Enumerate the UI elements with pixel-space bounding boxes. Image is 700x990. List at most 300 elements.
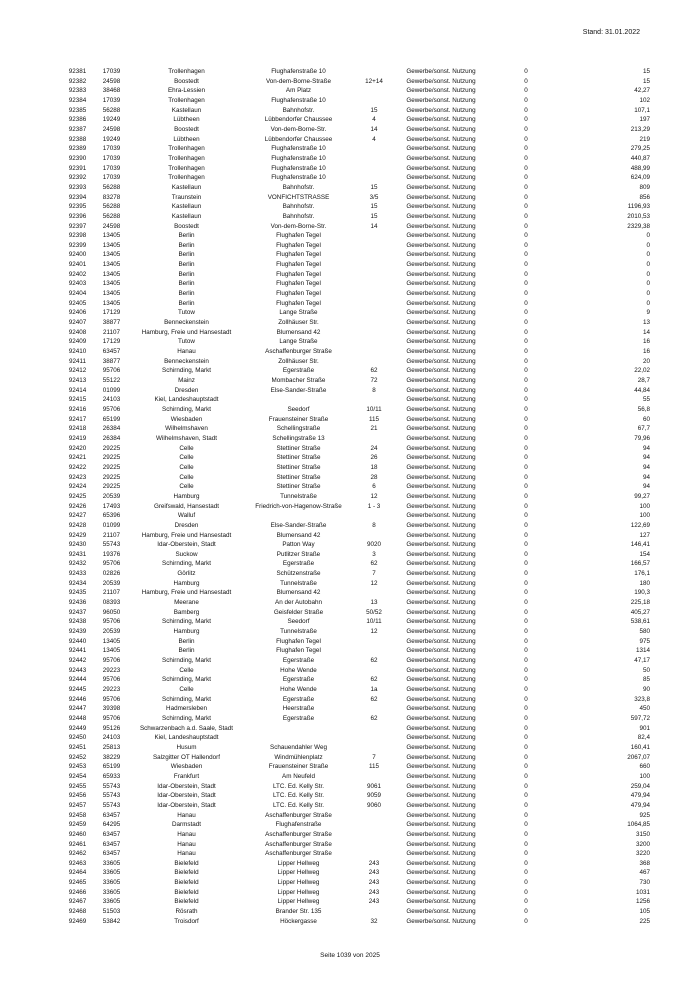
cell-house-number: 50/52 <box>366 608 382 616</box>
cell-postal-code: 55122 <box>102 377 121 384</box>
cell-value-a: 0 <box>524 521 528 529</box>
cell-value-a: 0 <box>524 618 528 626</box>
table-row <box>60 675 662 685</box>
cell-city: Berlin <box>178 299 195 307</box>
cell-row-id: 92409 <box>68 338 87 346</box>
cell-street: Mombacher Straße <box>271 377 326 384</box>
cell-postal-code: 25813 <box>102 743 121 751</box>
cell-street: Flughafenstraße 10 <box>271 96 326 104</box>
cell-usage-type: Gewerbe/sonst. Nutzung <box>406 521 476 529</box>
cell-value-b: 197 <box>639 116 650 124</box>
table-row <box>60 521 662 531</box>
cell-usage-type: Gewerbe/sonst. Nutzung <box>406 328 476 336</box>
table-row <box>60 840 662 850</box>
cell-postal-code: 17039 <box>102 96 121 104</box>
cell-city: Berlin <box>178 232 195 240</box>
cell-postal-code: 24103 <box>102 734 121 742</box>
cell-value-a: 0 <box>524 193 528 201</box>
cell-city: Bamberg <box>173 608 200 616</box>
cell-value-a: 0 <box>524 348 528 356</box>
cell-value-b: 67,7 <box>637 425 650 433</box>
cell-house-number <box>352 318 396 328</box>
cell-postal-code: 95706 <box>102 618 121 626</box>
cell-house-number: 14 <box>370 125 378 133</box>
table-row <box>60 115 662 125</box>
table-row <box>60 859 662 869</box>
cell-street: Hohe Wende <box>280 686 317 693</box>
cell-postal-code: 08393 <box>102 599 121 607</box>
cell-postal-code: 63457 <box>102 811 121 819</box>
cell-usage-type: Gewerbe/sonst. Nutzung <box>406 290 476 298</box>
cell-postal-code: 83278 <box>102 193 121 201</box>
cell-usage-type: Gewerbe/sonst. Nutzung <box>406 174 476 182</box>
cell-usage-type: Gewerbe/sonst. Nutzung <box>406 608 476 616</box>
cell-house-number <box>352 704 396 714</box>
cell-row-id: 92452 <box>68 753 87 761</box>
table-row <box>60 627 662 637</box>
cell-house-number: 1a <box>370 686 378 693</box>
cell-street: Aschaffenburger Straße <box>265 811 332 819</box>
cell-street: Lübbendorfer Chaussee <box>264 135 333 143</box>
cell-house-number: 243 <box>368 879 380 887</box>
cell-usage-type: Gewerbe/sonst. Nutzung <box>406 396 476 404</box>
cell-city: Ehra-Lessien <box>167 87 206 95</box>
table-row <box>60 878 662 888</box>
cell-house-number <box>352 637 396 647</box>
cell-house-number: 72 <box>370 377 378 384</box>
cell-value-b: 160,41 <box>630 743 650 751</box>
cell-postal-code: 95706 <box>102 405 121 413</box>
table-row <box>60 714 662 724</box>
cell-value-a: 0 <box>524 328 528 336</box>
cell-usage-type: Gewerbe/sonst. Nutzung <box>406 434 476 442</box>
cell-value-a: 0 <box>524 434 528 442</box>
cell-house-number <box>352 849 396 859</box>
table-row <box>60 222 662 232</box>
cell-city: Schirnding, Markt <box>162 676 211 684</box>
cell-postal-code: 29225 <box>102 463 121 471</box>
cell-postal-code: 13405 <box>102 241 121 249</box>
cell-value-a: 0 <box>524 290 528 298</box>
table-row <box>60 791 662 801</box>
cell-value-a: 0 <box>524 763 528 771</box>
cell-value-b: 16 <box>642 338 650 346</box>
cell-value-a: 0 <box>524 492 528 500</box>
cell-value-b: 1031 <box>635 888 650 896</box>
cell-usage-type: Gewerbe/sonst. Nutzung <box>406 792 476 800</box>
cell-row-id: 92459 <box>68 821 87 829</box>
cell-street: Flughafen Tegel <box>276 647 321 655</box>
cell-city: Darmstadt <box>171 821 202 829</box>
cell-city: Celle <box>179 686 194 693</box>
cell-city: Schirnding, Markt <box>162 367 211 375</box>
cell-value-a: 0 <box>524 183 528 191</box>
cell-street: Lipper Hellweg <box>277 898 320 906</box>
cell-value-b: 259,04 <box>630 782 650 790</box>
cell-value-b: 102 <box>639 96 650 104</box>
cell-postal-code: 95126 <box>102 724 121 732</box>
cell-city: Hamburg, Freie und Hansestadt <box>141 589 232 597</box>
table-row <box>60 772 662 782</box>
cell-row-id: 92427 <box>68 512 87 520</box>
cell-postal-code: 33605 <box>102 898 121 906</box>
cell-postal-code: 29225 <box>102 483 121 491</box>
cell-city: Tutow <box>178 338 195 346</box>
cell-usage-type: Gewerbe/sonst. Nutzung <box>406 637 476 645</box>
cell-value-b: 82,4 <box>637 734 650 742</box>
cell-postal-code: 21107 <box>102 589 121 597</box>
cell-value-a: 0 <box>524 367 528 375</box>
cell-street: Am Platz <box>285 87 312 95</box>
cell-street: LTC. Ed. Kelly Str. <box>273 792 324 800</box>
cell-street: Bahnhofstr. <box>282 212 315 220</box>
cell-value-b: 85 <box>642 676 650 684</box>
cell-value-a: 0 <box>524 338 528 346</box>
cell-usage-type: Gewerbe/sonst. Nutzung <box>406 599 476 607</box>
cell-street: Lipper Hellweg <box>277 879 320 887</box>
cell-value-a: 0 <box>524 898 528 906</box>
cell-house-number <box>352 511 396 521</box>
cell-usage-type: Gewerbe/sonst. Nutzung <box>406 241 476 249</box>
cell-postal-code: 51503 <box>102 908 121 916</box>
cell-postal-code: 38877 <box>102 357 121 365</box>
cell-usage-type: Gewerbe/sonst. Nutzung <box>406 772 476 780</box>
cell-postal-code: 17493 <box>102 502 121 510</box>
cell-value-a: 0 <box>524 782 528 790</box>
cell-value-a: 0 <box>524 299 528 307</box>
cell-usage-type: Gewerbe/sonst. Nutzung <box>406 444 476 452</box>
cell-value-b: 180 <box>639 579 650 587</box>
cell-house-number: 3/5 <box>369 193 379 201</box>
cell-value-a: 0 <box>524 241 528 249</box>
cell-value-b: 225,18 <box>630 599 650 607</box>
cell-value-b: 3220 <box>635 850 650 858</box>
cell-value-b: 50 <box>642 666 650 674</box>
cell-value-b: 0 <box>646 232 650 240</box>
cell-value-a: 0 <box>524 859 528 867</box>
cell-street: Flughafenstraße 10 <box>271 68 326 75</box>
cell-city: Bielefeld <box>174 879 199 887</box>
cell-street: Frauensteiner Straße <box>268 763 329 771</box>
cell-value-b: 925 <box>639 811 650 819</box>
cell-value-a: 0 <box>524 801 528 809</box>
cell-postal-code: 95706 <box>102 367 121 375</box>
cell-street: Schellingstraße 13 <box>272 434 325 442</box>
cell-usage-type: Gewerbe/sonst. Nutzung <box>406 531 476 539</box>
cell-row-id: 92386 <box>68 116 87 124</box>
table-row <box>60 897 662 907</box>
cell-row-id: 92442 <box>68 657 87 665</box>
cell-value-b: 440,87 <box>630 154 650 162</box>
cell-postal-code: 65199 <box>102 763 121 771</box>
cell-city: Berlin <box>178 251 195 259</box>
cell-house-number <box>352 743 396 753</box>
cell-house-number <box>352 772 396 782</box>
cell-usage-type: Gewerbe/sonst. Nutzung <box>406 96 476 104</box>
table-row <box>60 453 662 463</box>
cell-street: VONFICHTSTRASSE <box>267 193 330 201</box>
cell-street: Flughafen Tegel <box>276 299 321 307</box>
cell-value-b: 0 <box>646 270 650 278</box>
cell-value-b: 0 <box>646 241 650 249</box>
cell-value-b: 60 <box>642 415 650 423</box>
cell-usage-type: Gewerbe/sonst. Nutzung <box>406 270 476 278</box>
cell-usage-type: Gewerbe/sonst. Nutzung <box>406 908 476 916</box>
table-row <box>60 666 662 676</box>
cell-postal-code: 63457 <box>102 348 121 356</box>
cell-city: Bielefeld <box>174 869 199 877</box>
cell-row-id: 92391 <box>68 164 87 172</box>
cell-street: Brander Str. 135 <box>275 908 322 916</box>
cell-street: Flughafen Tegel <box>276 241 321 249</box>
cell-value-b: 16 <box>642 348 650 356</box>
table-row <box>60 463 662 473</box>
cell-usage-type: Gewerbe/sonst. Nutzung <box>406 116 476 124</box>
cell-postal-code: 24598 <box>102 125 121 133</box>
cell-house-number: 9059 <box>366 792 381 800</box>
cell-city: Tutow <box>178 309 195 317</box>
cell-value-a: 0 <box>524 116 528 124</box>
table-row <box>60 569 662 579</box>
cell-city: Schirnding, Markt <box>162 657 211 665</box>
cell-value-a: 0 <box>524 386 528 394</box>
cell-house-number: 12 <box>370 628 378 636</box>
cell-row-id: 92466 <box>68 888 87 896</box>
table-row <box>60 579 662 589</box>
cell-street: Friedrich-von-Hagenow-Straße <box>255 502 342 510</box>
cell-postal-code: 56288 <box>102 212 121 220</box>
cell-usage-type: Gewerbe/sonst. Nutzung <box>406 68 476 75</box>
table-row <box>60 598 662 608</box>
cell-usage-type: Gewerbe/sonst. Nutzung <box>406 859 476 867</box>
cell-city: Trollenhagen <box>168 145 205 153</box>
cell-usage-type: Gewerbe/sonst. Nutzung <box>406 492 476 500</box>
cell-postal-code: 29223 <box>102 686 121 693</box>
cell-street: Blumensand 42 <box>276 589 321 597</box>
cell-row-id: 92431 <box>68 550 87 558</box>
cell-street: Egerstraße <box>282 695 315 703</box>
cell-postal-code: 20539 <box>102 628 121 636</box>
cell-usage-type: Gewerbe/sonst. Nutzung <box>406 541 476 549</box>
cell-street: Flughafen Tegel <box>276 637 321 645</box>
cell-postal-code: 17039 <box>102 174 121 182</box>
cell-value-b: 0 <box>646 299 650 307</box>
cell-city: Hamburg, Freie und Hansestadt <box>141 531 232 539</box>
table-row <box>60 357 662 367</box>
cell-value-a: 0 <box>524 589 528 597</box>
table-row <box>60 67 662 77</box>
cell-value-b: 2067,07 <box>627 753 650 761</box>
cell-row-id: 92390 <box>68 154 87 162</box>
cell-row-id: 92457 <box>68 801 87 809</box>
cell-value-a: 0 <box>524 821 528 829</box>
cell-row-id: 92443 <box>68 666 87 674</box>
cell-row-id: 92414 <box>68 386 87 394</box>
cell-value-a: 0 <box>524 743 528 751</box>
cell-value-a: 0 <box>524 463 528 471</box>
cell-usage-type: Gewerbe/sonst. Nutzung <box>406 821 476 829</box>
cell-row-id: 92455 <box>68 782 87 790</box>
cell-usage-type: Gewerbe/sonst. Nutzung <box>406 386 476 394</box>
cell-value-a: 0 <box>524 87 528 95</box>
table-row <box>60 154 662 164</box>
cell-value-a: 0 <box>524 68 528 75</box>
cell-usage-type: Gewerbe/sonst. Nutzung <box>406 183 476 191</box>
cell-city: Görlitz <box>177 570 196 578</box>
table-row <box>60 492 662 502</box>
cell-usage-type: Gewerbe/sonst. Nutzung <box>406 261 476 269</box>
cell-postal-code: 20539 <box>102 492 121 500</box>
cell-value-a: 0 <box>524 560 528 568</box>
cell-usage-type: Gewerbe/sonst. Nutzung <box>406 628 476 636</box>
cell-row-id: 92436 <box>68 599 87 607</box>
cell-value-a: 0 <box>524 570 528 578</box>
cell-row-id: 92444 <box>68 676 87 684</box>
cell-row-id: 92447 <box>68 705 87 713</box>
cell-value-a: 0 <box>524 125 528 133</box>
cell-value-b: 405,27 <box>630 608 650 616</box>
cell-street: Schauendahler Weg <box>270 743 327 751</box>
cell-house-number: 15 <box>370 212 378 220</box>
cell-value-a: 0 <box>524 261 528 269</box>
cell-street: Lange Straße <box>279 338 318 346</box>
cell-value-b: 467 <box>639 869 650 877</box>
cell-row-id: 92395 <box>68 203 87 211</box>
cell-city: Rösrath <box>175 908 198 916</box>
cell-street: Schützenstraße <box>276 570 321 578</box>
cell-usage-type: Gewerbe/sonst. Nutzung <box>406 203 476 211</box>
cell-house-number <box>352 347 396 357</box>
cell-usage-type: Gewerbe/sonst. Nutzung <box>406 319 476 327</box>
cell-row-id: 92387 <box>68 125 87 133</box>
cell-value-a: 0 <box>524 405 528 413</box>
cell-postal-code: 26384 <box>102 425 121 433</box>
cell-postal-code: 65396 <box>102 512 121 520</box>
cell-street: Egerstraße <box>282 714 315 722</box>
cell-house-number: 15 <box>370 183 378 191</box>
cell-city: Benneckenstein <box>164 357 209 365</box>
cell-value-a: 0 <box>524 647 528 655</box>
cell-postal-code: 29225 <box>102 473 121 481</box>
cell-row-id: 92434 <box>68 579 87 587</box>
cell-value-b: 107,1 <box>634 106 650 114</box>
cell-row-id: 92410 <box>68 348 87 356</box>
cell-value-a: 0 <box>524 850 528 858</box>
cell-value-b: 190,3 <box>634 589 650 597</box>
table-row <box>60 637 662 647</box>
cell-value-b: 2010,53 <box>627 212 650 220</box>
cell-house-number: 12 <box>370 579 378 587</box>
cell-postal-code: 01099 <box>102 521 121 529</box>
cell-usage-type: Gewerbe/sonst. Nutzung <box>406 676 476 684</box>
cell-house-number <box>352 67 396 77</box>
cell-value-a: 0 <box>524 377 528 384</box>
table-row <box>60 424 662 434</box>
cell-row-id: 92468 <box>68 908 87 916</box>
cell-row-id: 92464 <box>68 869 87 877</box>
cell-value-a: 0 <box>524 879 528 887</box>
cell-value-a: 0 <box>524 425 528 433</box>
cell-usage-type: Gewerbe/sonst. Nutzung <box>406 280 476 288</box>
cell-postal-code: 29225 <box>102 444 121 452</box>
cell-row-id: 92462 <box>68 850 87 858</box>
cell-row-id: 92416 <box>68 405 87 413</box>
cell-value-b: 730 <box>639 879 650 887</box>
cell-city: Schwarzenbach a.d. Saale, Stadt <box>139 724 234 732</box>
table-row <box>60 318 662 328</box>
table-row <box>60 202 662 212</box>
cell-street: Aschaffenburger Straße <box>265 830 332 838</box>
cell-value-b: 0 <box>646 280 650 288</box>
cell-value-a: 0 <box>524 212 528 220</box>
cell-row-id: 92451 <box>68 743 87 751</box>
table-row <box>60 685 662 695</box>
cell-value-b: 146,41 <box>630 541 650 549</box>
cell-city: Hanau <box>177 840 196 848</box>
cell-street: Egerstraße <box>282 367 315 375</box>
cell-postal-code: 53842 <box>102 917 121 925</box>
cell-postal-code: 39398 <box>102 705 121 713</box>
table-row <box>60 782 662 792</box>
cell-usage-type: Gewerbe/sonst. Nutzung <box>406 164 476 172</box>
cell-value-a: 0 <box>524 888 528 896</box>
cell-house-number: 62 <box>370 560 378 568</box>
cell-value-b: 100 <box>639 502 650 510</box>
cell-value-b: 122,69 <box>630 521 650 529</box>
cell-house-number: 14 <box>370 222 378 230</box>
cell-house-number: 8 <box>372 521 376 529</box>
table-row <box>60 540 662 550</box>
cell-city: Schirnding, Markt <box>162 714 211 722</box>
cell-row-id: 92429 <box>68 531 87 539</box>
cell-postal-code: 38877 <box>102 319 121 327</box>
cell-usage-type: Gewerbe/sonst. Nutzung <box>406 782 476 790</box>
table-row <box>60 366 662 376</box>
cell-house-number <box>352 820 396 830</box>
cell-street: Von-dem-Borne-Str. <box>270 125 327 133</box>
cell-value-a: 0 <box>524 154 528 162</box>
cell-house-number: 9060 <box>366 801 381 809</box>
cell-postal-code: 96050 <box>102 608 121 616</box>
cell-value-b: 0 <box>646 290 650 298</box>
table-row <box>60 193 662 203</box>
cell-city: Wiesbaden <box>170 415 203 423</box>
cell-usage-type: Gewerbe/sonst. Nutzung <box>406 888 476 896</box>
cell-row-id: 92383 <box>68 87 87 95</box>
cell-city: Trollenhagen <box>168 154 205 162</box>
table-row <box>60 820 662 830</box>
cell-value-b: 28,7 <box>637 377 650 384</box>
cell-usage-type: Gewerbe/sonst. Nutzung <box>406 560 476 568</box>
cell-city: Hanau <box>177 811 196 819</box>
cell-postal-code: 56288 <box>102 106 121 114</box>
cell-value-b: 213,29 <box>630 125 650 133</box>
cell-row-id: 92389 <box>68 145 87 153</box>
cell-row-id: 92449 <box>68 724 87 732</box>
cell-row-id: 92411 <box>68 357 87 365</box>
cell-city: Berlin <box>178 637 195 645</box>
cell-row-id: 92430 <box>68 541 87 549</box>
cell-city: Bielefeld <box>174 898 199 906</box>
cell-usage-type: Gewerbe/sonst. Nutzung <box>406 77 476 85</box>
cell-row-id: 92438 <box>68 618 87 626</box>
cell-value-a: 0 <box>524 550 528 558</box>
cell-house-number <box>352 96 396 106</box>
cell-usage-type: Gewerbe/sonst. Nutzung <box>406 222 476 230</box>
cell-street: Aschaffenburger Straße <box>265 348 332 356</box>
cell-row-id: 92433 <box>68 570 87 578</box>
cell-street: Patton Way <box>282 541 315 549</box>
